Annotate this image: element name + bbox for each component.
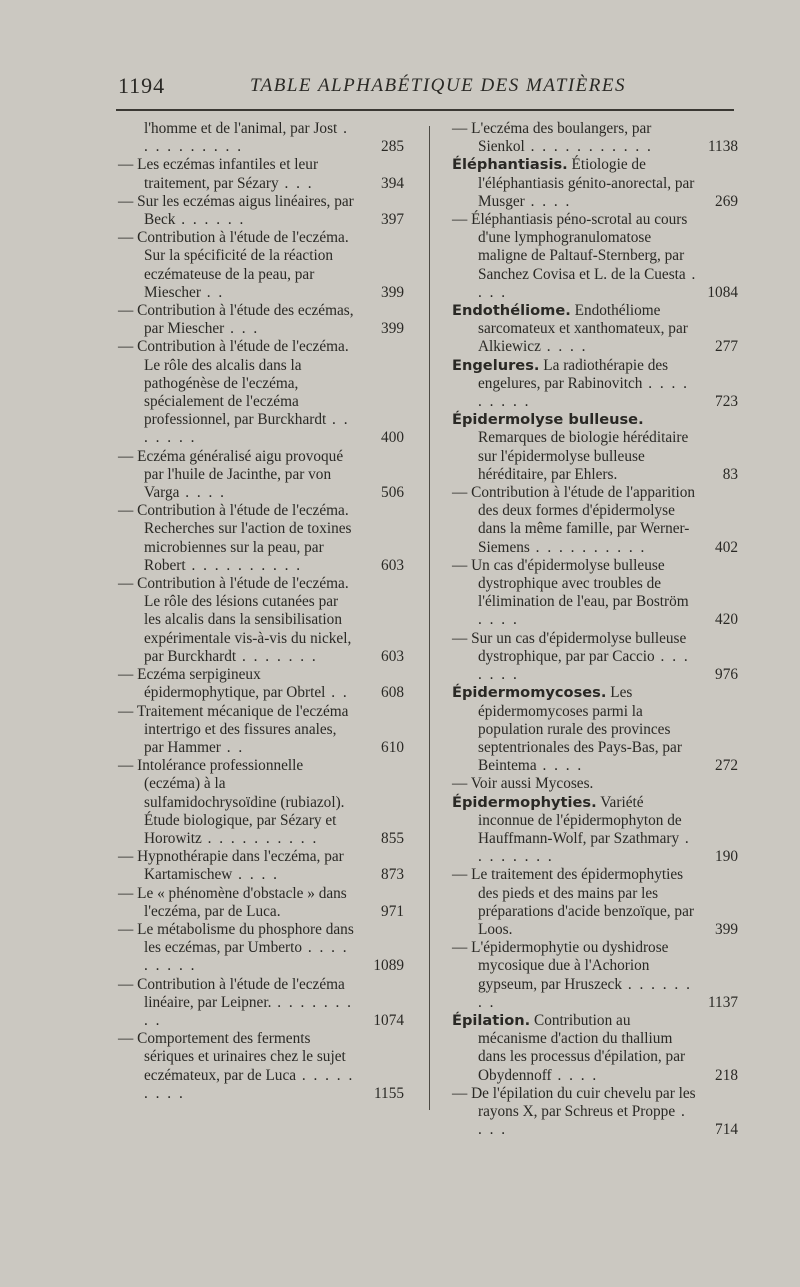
leader-dots: . . . . . . . . . . — [185, 556, 303, 574]
page-reference: 277 — [715, 338, 738, 356]
page-reference: 855 — [381, 829, 404, 847]
page-reference: 272 — [715, 757, 738, 775]
index-entry — [118, 448, 408, 503]
index-entry — [118, 502, 408, 575]
index-entry — [118, 120, 408, 156]
leader-dots: . . . . . . . . . — [478, 374, 689, 411]
leader-dots: . . . — [224, 320, 260, 338]
index-entry — [452, 866, 738, 939]
page-reference: 1137 — [707, 993, 738, 1011]
entry-text: — Traitement mécanique de l'eczéma intertrigo et des fissures anales, par Hammer — [118, 702, 349, 756]
entry-text: Les épidermomycoses parmi la population rurale des provinces septentrionales des Pays-Bas, par Beintema — [478, 684, 682, 775]
column-divider — [429, 126, 430, 1110]
entry-text: Contribution au mécanisme d'action du thallium dans les processus d'épilation, par Obydennoff — [478, 1011, 686, 1084]
leader-dots: . . . . . . . . . . — [201, 829, 319, 847]
entry-text: — Contribution à l'étude des eczémas, par Miescher — [118, 302, 354, 338]
entry-text: l'homme et de l'animal, par Jost — [144, 120, 338, 137]
page-reference: 1084 — [707, 283, 738, 301]
leader-dots: . . — [200, 283, 225, 301]
index-entry — [452, 794, 738, 867]
leader-dots: . . . . . . . . — [478, 829, 691, 866]
page-reference: 400 — [381, 429, 404, 447]
entry-heading: Épidermomycoses. — [452, 684, 607, 702]
page-reference: 285 — [381, 138, 404, 156]
entry-heading: Épilation. — [452, 1011, 531, 1029]
entry-text: — Un cas d'épidermolyse bulleuse dystrophique avec troubles de l'élimination de l'eau, par Boström — [452, 556, 689, 611]
page-reference: 218 — [715, 1066, 738, 1084]
page-reference: 399 — [381, 320, 404, 338]
leader-dots: . . — [325, 684, 349, 702]
entry-text: Étiologie de l'éléphantiasis génito-anorectal, par Musger — [478, 156, 695, 210]
index-entry — [452, 1012, 738, 1085]
page-reference: 420 — [715, 611, 738, 629]
entry-heading: Endothéliome. — [452, 302, 571, 320]
leader-dots: . . . . . . . . . . . — [524, 138, 653, 156]
index-entry — [452, 211, 738, 302]
header-rule — [116, 109, 734, 111]
leader-dots: . . . . — [179, 484, 226, 502]
leader-dots: . . . . . . . — [236, 647, 318, 665]
index-entry — [118, 885, 408, 921]
entry-text: — Contribution à l'étude de l'eczéma. Sur la spécificité de la réaction eczémateuse de la peau, par Miescher — [118, 229, 349, 301]
entry-text: — Hypnothérapie dans l'eczéma, par Kartamischew — [118, 848, 344, 884]
leader-dots: . . . . . . . . . . — [529, 538, 647, 556]
index-entry — [452, 357, 738, 412]
page-reference: 1074 — [373, 1011, 404, 1029]
entry-heading: Épidermophyties. — [452, 793, 597, 811]
index-entry — [452, 302, 738, 357]
entry-text: — Eczéma généralisé aigu provoqué par l'huile de Jacinthe, par von Varga — [118, 447, 344, 502]
leader-dots: . . . . . . — [175, 211, 246, 229]
index-entry — [452, 1085, 738, 1140]
page-reference: 1089 — [373, 957, 404, 975]
entry-text: — Éléphantiasis péno-scrotal au cours d'une lymphogranulomatose maligne de Paltauf-Sternberg, par Sanchez Covisa et L. de la Cuesta — [452, 211, 688, 283]
page-reference: 714 — [715, 1121, 738, 1139]
entry-text: — Contribution à l'étude de l'eczéma linéaire, par Leipner. — [118, 975, 345, 1011]
leader-dots: . . . . . . . . — [478, 975, 692, 1011]
entry-text: — Le traitement des épidermophyties des pieds et des mains par les préparations d'acide benzoïque, par Loos. — [452, 866, 694, 938]
left-column — [118, 120, 408, 1103]
page-reference: 873 — [381, 866, 404, 884]
running-title: TABLE ALPHABÉTIQUE DES MATIÈRES — [250, 75, 626, 96]
page-reference: 402 — [715, 538, 738, 556]
entry-text: — Sur un cas d'épidermolyse bulleuse dystrophique, par par Caccio — [452, 629, 687, 665]
index-entry — [452, 120, 738, 156]
leader-dots: . . . . — [478, 611, 519, 629]
entry-text: — Contribution à l'étude de l'eczéma. Le rôle des alcalis dans la pathogénèse de l'eczéma, spécialement de l'eczéma professionnel, par Burckhardt — [118, 338, 349, 429]
page-reference: 603 — [381, 556, 404, 574]
entry-text: — L'eczéma des boulangers, par Sienkol — [452, 120, 652, 156]
entry-text: — Intolérance professionnelle (eczéma) à la sulfamidochrysoïdine (rubiazol). Étude biologique, par Sézary et Horowitz — [118, 757, 345, 847]
leader-dots: . . . . — [478, 1102, 687, 1139]
entry-text: — Comportement des ferments sériques et urinaires chez le sujet eczémateux, par de Luca — [118, 1030, 346, 1084]
index-entry — [118, 575, 408, 666]
page-reference: 610 — [381, 738, 404, 756]
index-entry — [452, 484, 738, 557]
leader-dots: . . . — [278, 174, 314, 192]
entry-text: — De l'épilation du cuir chevelu par les rayons X, par Schreus et Proppe — [452, 1084, 696, 1120]
index-entry — [452, 630, 738, 685]
leader-dots: . . . . — [536, 757, 584, 775]
leader-dots: . . . . . . . — [144, 411, 350, 447]
index-entry — [118, 1030, 408, 1103]
entry-text: — Contribution à l'étude de l'apparition des deux formes d'épidermolyse dans la même famille, par Werner-Siemens — [452, 484, 695, 556]
entry-text: — Contribution à l'étude de l'eczéma. Le rôle des lésions cutanées par les alcalis dans la sensibilisation expérimentale vis-à-vis du nickel, par Burckhardt — [118, 575, 352, 665]
page-reference: 269 — [715, 192, 738, 210]
index-entry — [452, 156, 738, 211]
leader-dots: . . . . . . . . . — [144, 939, 349, 975]
leader-dots: . . . . — [540, 338, 588, 356]
index-entry — [118, 757, 408, 848]
index-entry — [118, 666, 408, 702]
page-number: 1194 — [118, 73, 166, 98]
entry-text: — Le « phénomène d'obstacle » dans l'eczéma, par de Luca. — [118, 884, 347, 920]
entry-text: — Voir aussi Mycoses. — [452, 775, 594, 793]
entry-text: Endothéliome sarcomateux et xanthomateux, par Alkiewicz — [478, 302, 688, 356]
entry-text: — Sur les eczémas aigus linéaires, par Beck — [118, 192, 354, 229]
index-entry — [452, 411, 738, 484]
leader-dots: . . . . — [232, 866, 279, 884]
index-entry — [118, 921, 408, 976]
index-entry — [452, 557, 738, 630]
page-reference: 394 — [381, 174, 404, 192]
entry-text: — Le métabolisme du phosphore dans les eczémas, par Umberto — [118, 920, 354, 957]
index-entry — [118, 229, 408, 302]
entry-text: Variété inconnue de l'épidermophyton de Hauffmann-Wolf, par Szathmary — [478, 793, 682, 847]
leader-dots: . . . . . . . . . — [144, 1066, 355, 1102]
index-entry — [118, 848, 408, 884]
leader-dots: . . — [220, 738, 245, 756]
page-reference: 83 — [722, 465, 738, 483]
index-entry — [452, 775, 738, 793]
index-entry — [118, 156, 408, 192]
page-reference: 506 — [381, 484, 404, 502]
page-reference: 723 — [715, 393, 738, 411]
entry-text: La radiothérapie des engelures, par Rabinovitch — [478, 356, 669, 392]
index-entry — [118, 193, 408, 229]
page-reference: 608 — [381, 684, 404, 702]
page-reference: 971 — [381, 902, 404, 920]
index-entry — [118, 302, 408, 338]
index-entry — [118, 338, 408, 447]
leader-dots: . . . . . . . . . . — [144, 120, 349, 156]
page-reference: 1138 — [707, 138, 738, 156]
page-reference: 397 — [381, 211, 404, 229]
page-reference: 399 — [381, 283, 404, 301]
page-reference: 603 — [381, 647, 404, 665]
entry-text: — Contribution à l'étude de l'eczéma. Recherches sur l'action de toxines microbiennes sur la peau, par Robert — [118, 502, 352, 574]
entry-heading: Épidermolyse bulleuse. — [452, 411, 644, 429]
entry-heading: Engelures. — [452, 356, 540, 374]
entry-text: Remarques de biologie héréditaire sur l'épidermolyse bulleuse héréditaire, par Ehlers. — [478, 429, 689, 483]
leader-dots: . . . . . . . . . — [144, 993, 353, 1029]
entry-text: — Eczéma serpigineux épidermophytique, par Obrtel — [118, 666, 326, 702]
entry-text: — L'épidermophytie ou dyshidrose mycosique due à l'Achorion gypseum, par Hruszeck — [452, 939, 669, 993]
page-reference: 976 — [715, 666, 738, 684]
page-reference: 1155 — [373, 1084, 404, 1102]
leader-dots: . . . . . . . — [478, 647, 690, 684]
index-entry — [452, 939, 738, 1012]
leader-dots: . . . . — [524, 192, 572, 210]
right-column — [452, 120, 738, 1139]
entry-text: — Les eczémas infantiles et leur traitement, par Sézary — [118, 156, 319, 192]
index-entry — [118, 976, 408, 1031]
leader-dots: . . . . — [551, 1066, 599, 1084]
index-entry — [118, 703, 408, 758]
index-entry — [452, 684, 738, 775]
leader-dots: . . . . — [478, 265, 698, 301]
entry-heading: Éléphantiasis. — [452, 156, 568, 174]
page-reference: 399 — [715, 920, 738, 938]
page-reference: 190 — [715, 848, 738, 866]
